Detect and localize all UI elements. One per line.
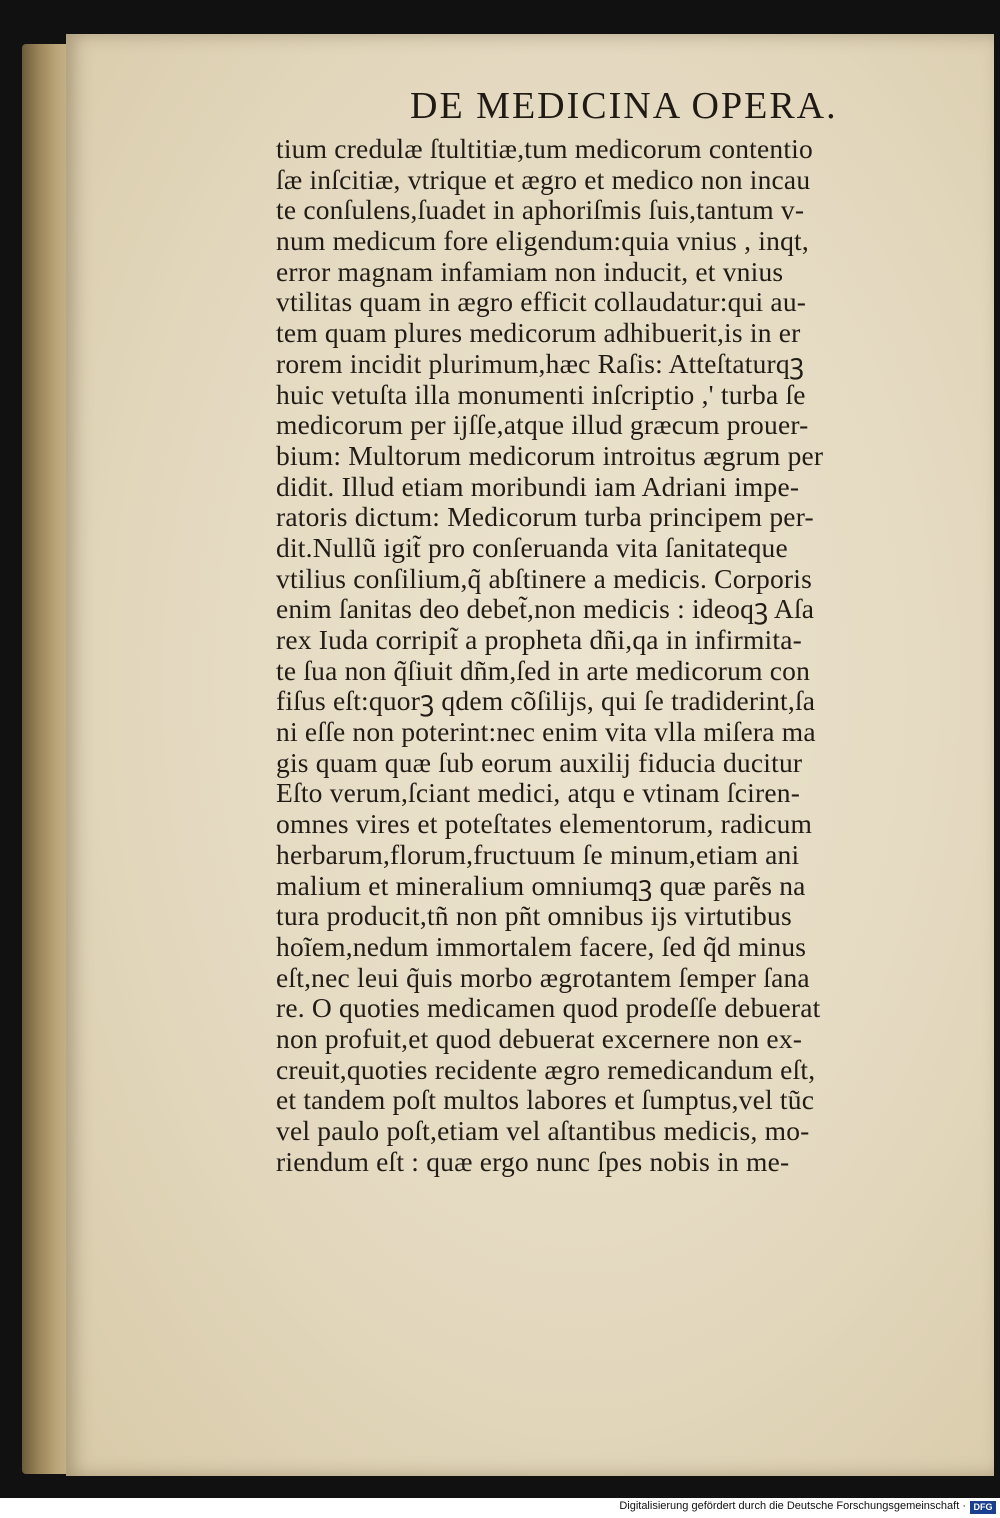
text-line: vtilius conſilium,q̃ abſtinere a medicis. Corporis — [276, 563, 813, 594]
text-line: enim ſanitas deo debet̃,non medicis : ideoqꝫ Aſa — [276, 594, 815, 625]
text-line: non profuit,et quod debuerat excernere non ex- — [276, 1023, 803, 1054]
text-line: hoĩem,nedum immortalem facere, ſed q̃d minus — [276, 931, 807, 962]
text-block — [276, 134, 926, 1177]
text-line: tura producit,tñ non pñt omnibus ijs virtutibus — [276, 901, 792, 932]
text-line: vtilitas quam in ægro efficit collaudatur:qui au- — [276, 287, 807, 318]
dfg-logo: DFG — [970, 1501, 996, 1514]
text-line: dit.Nullũ igit̃ pro conſeruanda vita ſanitateque — [276, 532, 788, 563]
text-line: error magnam infamiam non inducit, et vnius — [276, 256, 784, 287]
text-line: et tandem poſt multos labores et ſumptus,vel tũc — [276, 1085, 815, 1116]
text-line: bium: Multorum medicorum introitus ægrum per — [276, 440, 824, 471]
text-line: te ſua non q̃ſiuit dñm,ſed in arte medicorum con — [276, 655, 811, 686]
text-line: tem quam plures medicorum adhibuerit,is in er — [276, 318, 801, 349]
text-line: ni eſſe non poterint:nec enim vita vlla miſera ma — [276, 717, 816, 748]
footer-credit: Digitalisierung gefördert durch die Deutsche Forschungsgemeinschaft · — [619, 1500, 966, 1512]
book-page-edges — [22, 44, 70, 1474]
text-line: omnes vires et poteſtates elementorum, radicum — [276, 809, 813, 840]
text-line: ſæ inſcitiæ, vtrique et ægro et medico non incau — [276, 164, 811, 195]
text-line: num medicum fore eligendum:quia vnius , inqt, — [276, 226, 809, 257]
text-line: te conſulens,ſuadet in aphoriſmis ſuis,tantum v- — [276, 195, 805, 226]
text-line: didit. Illud etiam moribundi iam Adriani impe- — [276, 471, 800, 502]
text-line: medicorum per ijſſe,atque illud græcum prouer- — [276, 410, 809, 441]
text-line: riendum eſt : quæ ergo nunc ſpes nobis in me- — [276, 1146, 790, 1177]
text-line: malium et mineralium omniumqꝫ quæ parẽs na — [276, 870, 806, 901]
text-line: gis quam quæ ſub eorum auxilij fiducia ducitur — [276, 747, 803, 778]
text-line: herbarum,florum,fructuum ſe minum,etiam ani — [276, 839, 800, 870]
text-line: rex Iuda corripit̃ a propheta dñi,qa in infirmita- — [276, 625, 803, 655]
text-line: eſt,nec leui q̃uis morbo ægrotantem ſemper ſana — [276, 962, 810, 993]
text-line: vel paulo poſt,etiam vel aſtantibus medicis, mo- — [276, 1116, 810, 1146]
text-line: ratoris dictum: Medicorum turba principem per- — [276, 502, 814, 533]
text-line: creuit,quoties recidente ægro remedicandum eſt, — [276, 1054, 816, 1085]
text-line: Eſto verum,ſciant medici, atqu e vtinam ſciren- — [276, 778, 801, 809]
footer-bar — [0, 1498, 1000, 1518]
text-line: rorem incidit plurimum,hæc Raſis: Atteſtaturqꝫ — [276, 348, 805, 379]
running-head: DE MEDICINA OPERA. — [410, 85, 838, 127]
text-line: fiſus eſt:quorꝫ qdem cõſilijs, qui ſe tradiderint,ſa — [276, 686, 816, 717]
text-line: re. O quoties medicamen quod prodeſſe debuerat — [276, 993, 821, 1024]
text-line: tium credulæ ſtultitiæ,tum medicorum contentio — [276, 134, 813, 164]
text-line: huic vetuſta illa monumenti inſcriptio ,' turba ſe — [276, 379, 806, 410]
